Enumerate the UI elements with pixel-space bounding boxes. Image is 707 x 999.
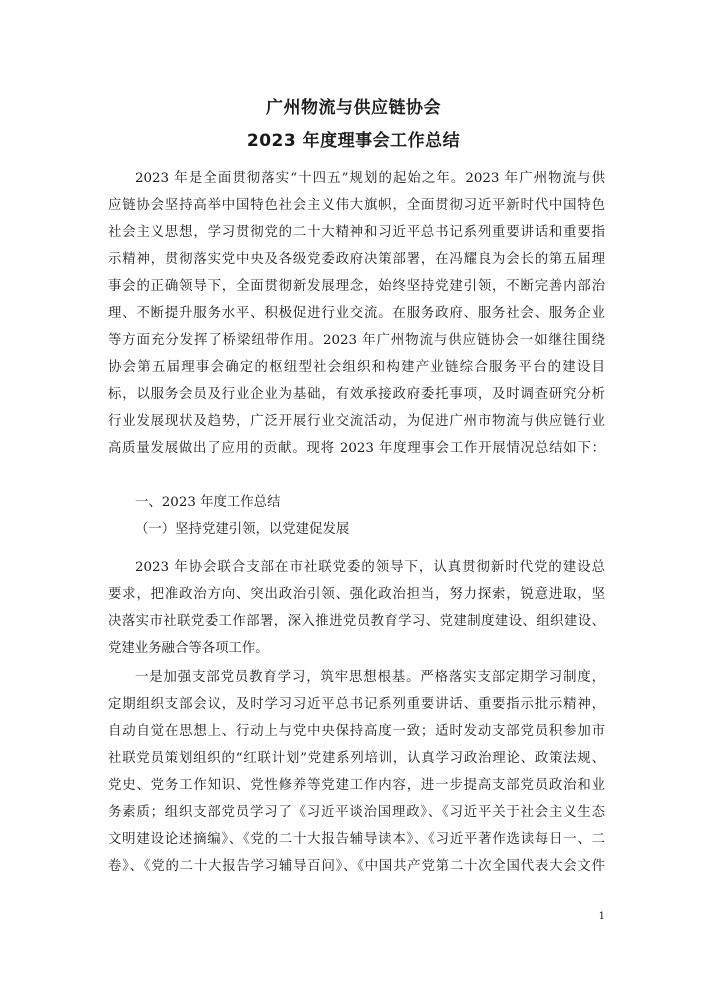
text-line: 要求，把准政治方向、突出政治引领、强化政治担当，努力探索，锐意进取，坚 [108,587,605,602]
text-line: 事会的正确领导下，全面贯彻新发展理念，始终坚持党建引领，不断完善内部治 [108,279,605,294]
section-heading-1-1: （一）坚持党建引领，以党建促发展 [135,522,350,537]
text-line: 协会第五届理事会确定的枢纽型社会组织和构建产业链综合服务平台的建设目 [108,360,605,375]
text-line: 理、不断提升服务水平、积极促进行业交流。在服务政府、服务社会、服务企业 [108,306,605,321]
paragraph-party-building [108,554,605,662]
text-line: 标，以服务会员及行业企业为基础，有效承接政府委托事项，及时调查研究分析 [108,387,605,402]
text-line: 务素质；组织支部党员学习了《习近平谈治国理政》、《习近平关于社会主义生态 [108,805,605,820]
text-line: 党建业务融合等各项工作。 [108,641,269,656]
text-line: 社会主义思想，学习贯彻党的二十大精神和习近平总书记系列重要讲话和重要指 [108,225,605,240]
text-line: 2023 年协会联合支部在市社联党委的领导下，认真贯彻新时代党的建设总 [135,560,605,575]
text-line: 决落实市社联党委工作部署，深入推进党员教育学习、党建制度建设、组织建设、 [108,614,605,629]
section-headings [108,489,605,543]
text-line: 党史、党务工作知识、党性修养等党建工作内容，进一步提高支部党员政治和业 [108,778,605,793]
text-line: 社联党员策划组织的“红联计划”党建系列培训，认真学习政治理论、政策法规、 [108,751,605,766]
text-line: 文明建设论述摘编》、《党的二十大报告辅导读本》、《习近平著作选读每日一、二 [108,832,605,847]
text-line: 高质量发展做出了应用的贡献。现将 2023 年度理事会工作开展情况总结如下： [108,441,605,456]
text-line: 应链协会坚持高举中国特色社会主义伟大旗帜，全面贯彻习近平新时代中国特色 [108,198,605,213]
text-line: 等方面充分发挥了桥梁纽带作用。2023 年广州物流与供应链协会一如继往围绕 [108,333,605,348]
page-number: 1 [598,911,605,922]
section-heading-1: 一、2023 年度工作总结 [135,495,281,510]
document-title-line-2: 2023 年度理事会工作总结 [246,131,461,151]
text-line: 行业发展现状及趋势，广泛开展行业交流活动，为促进广州市物流与供应链行业 [108,414,605,429]
text-line: 一是加强支部党员教育学习，筑牢思想根基。严格落实支部定期学习制度， [135,670,605,685]
paragraph-study [108,664,605,880]
document-title-line-1: 广州物流与供应链协会 [266,98,441,118]
text-line: 自动自觉在思想上、行动上与党中央保持高度一致；适时发动支部党员积参加市 [108,724,605,739]
text-line: 定期组织支部会议，及时学习习近平总书记系列重要讲话、重要指示批示精神， [108,697,605,712]
text-line: 2023 年是全面贯彻落实“十四五”规划的起始之年。2023 年广州物流与供 [135,171,605,186]
text-line: 示精神，贯彻落实党中央及各级党委政府决策部署，在冯耀良为会长的第五届理 [108,252,605,267]
text-line: 卷》、《党的二十大报告学习辅导百问》、《中国共产党第二十次全国代表大会文件 [108,859,605,874]
paragraph-intro [108,165,605,462]
